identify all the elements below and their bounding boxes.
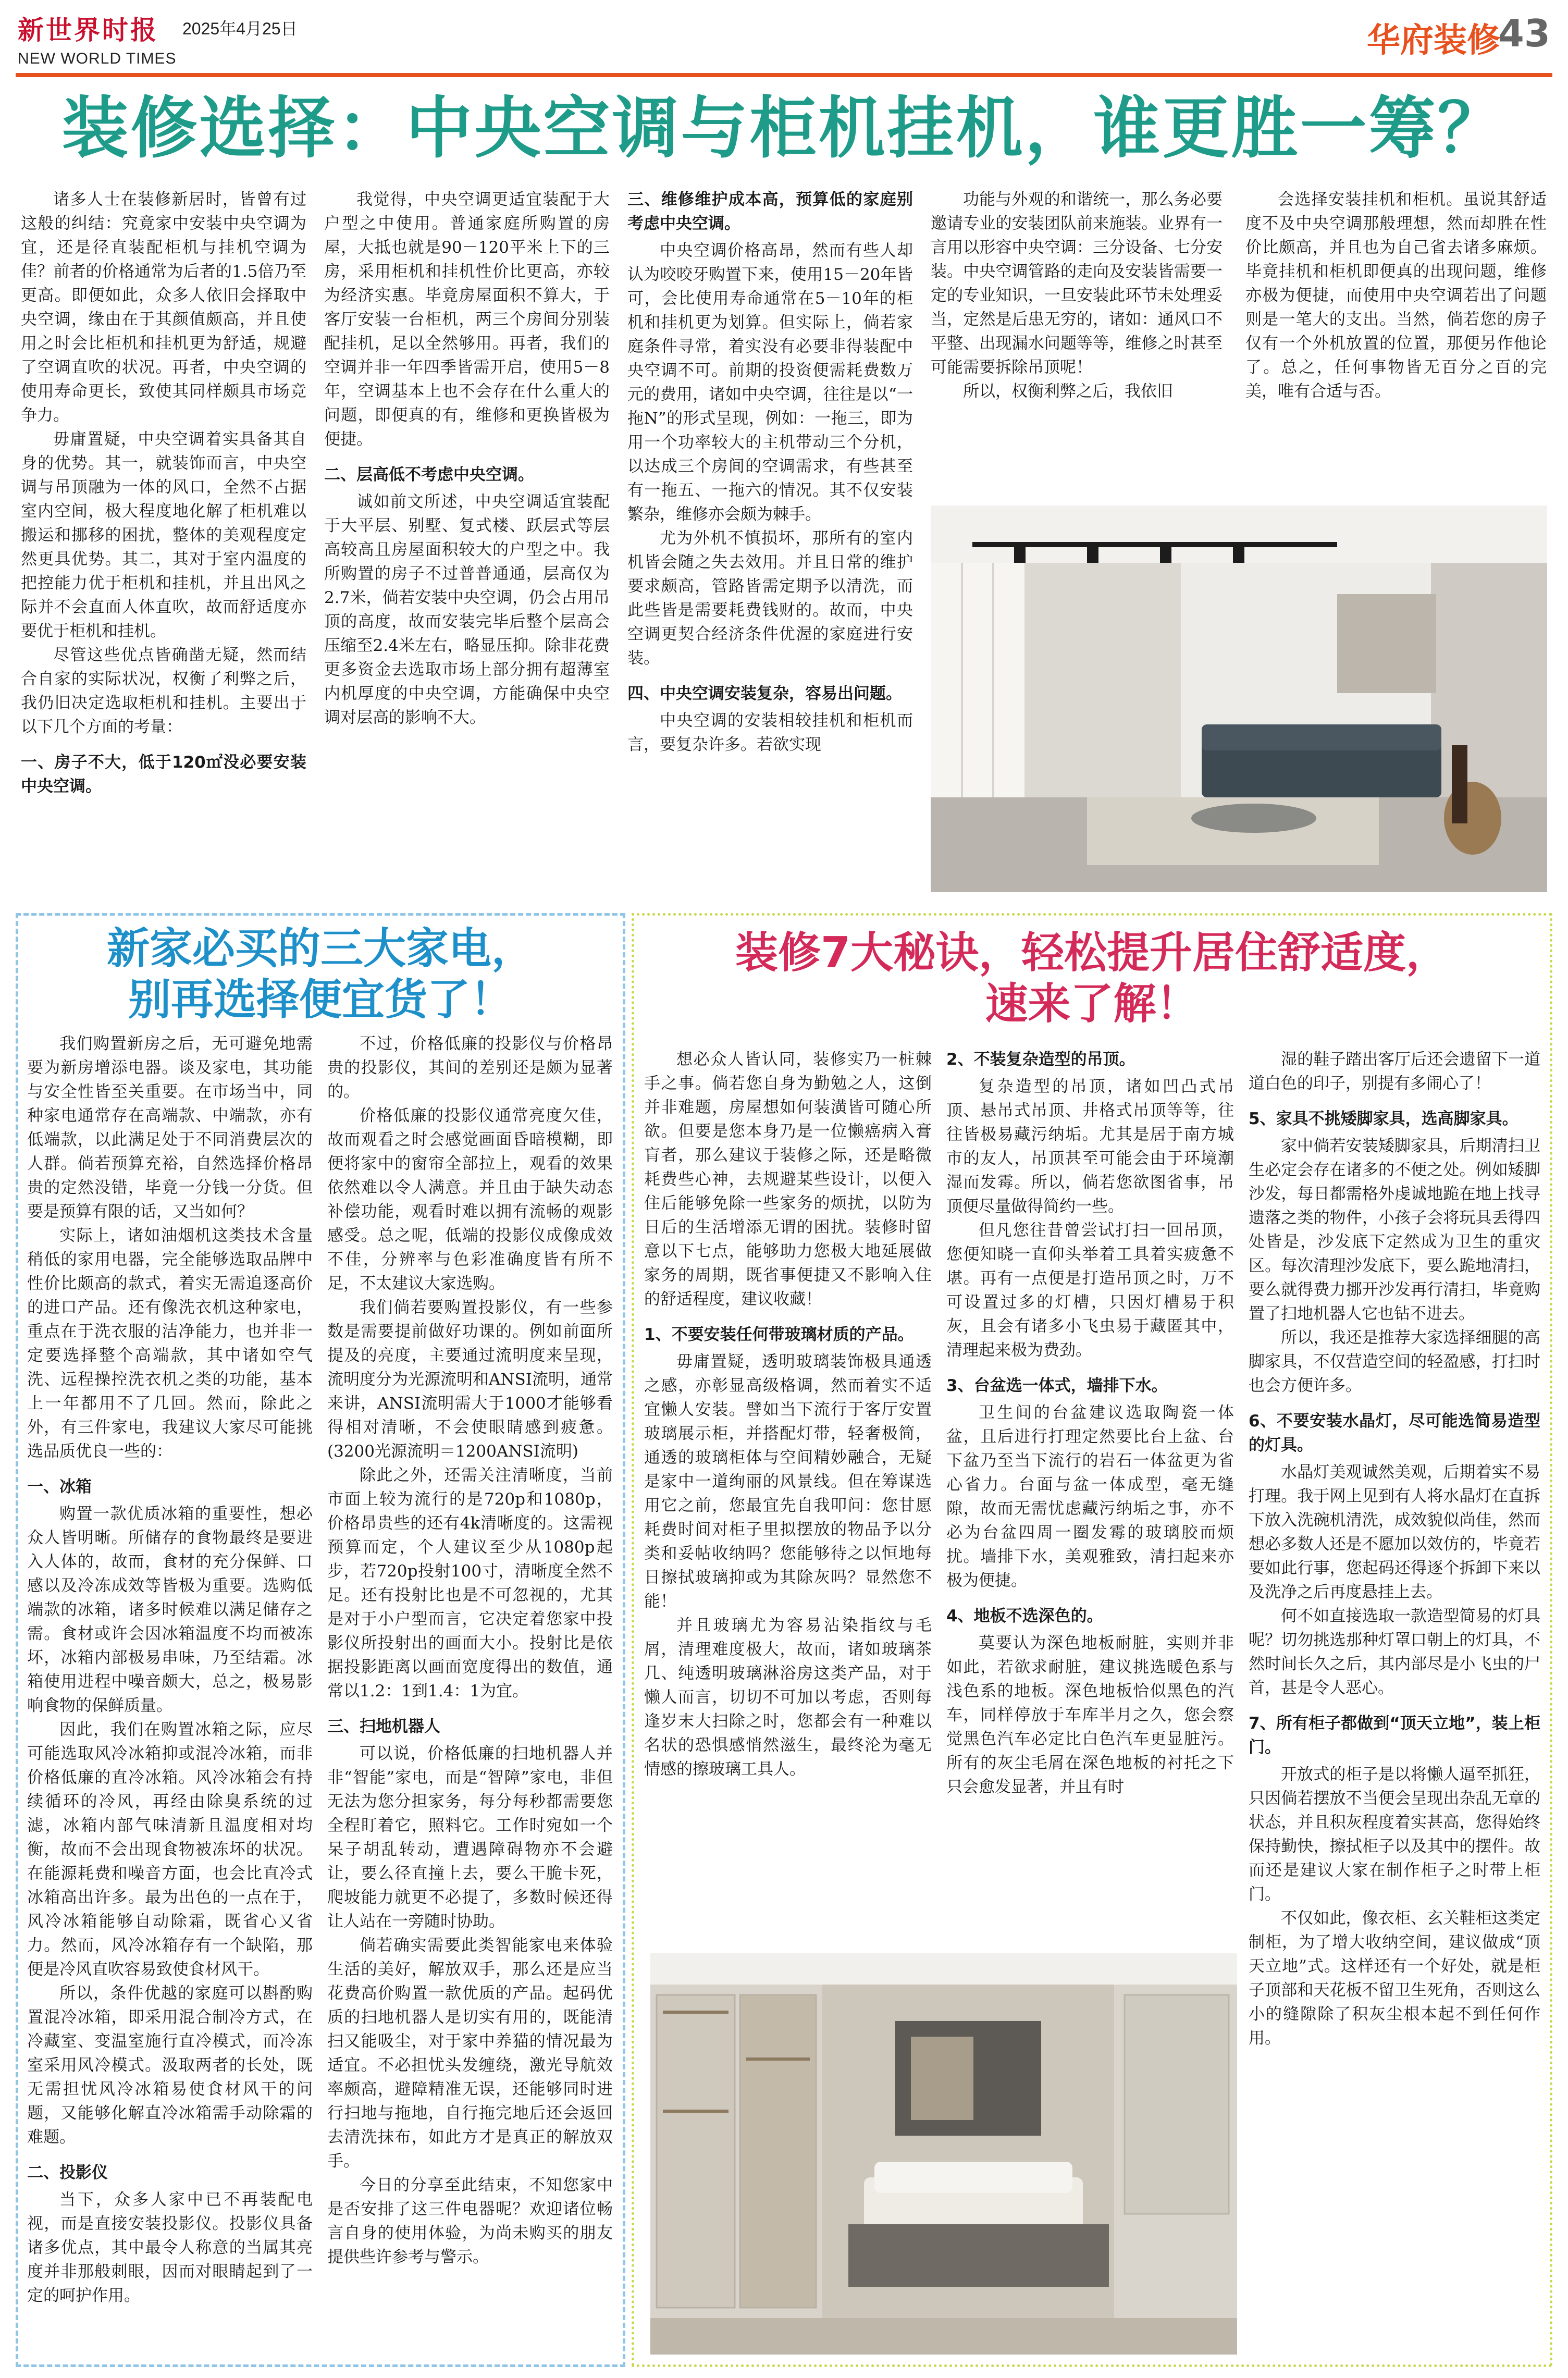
article1-column-1 bbox=[21, 188, 306, 802]
article2-headline bbox=[21, 923, 620, 1026]
article1-column-4 bbox=[931, 188, 1223, 403]
paragraph: 尤为外机不慎损坏，那所有的室内机皆会随之失去效用。并且日常的维护要求颇高，管路皆需定期予以清洗，而此些皆是需要耗费钱财的。故而，中央空调更契合经济条件优渥的家庭进行安装。 bbox=[627, 529, 913, 668]
paragraph: 价格低廉的投影仪通常亮度欠佳，故而观看之时会感觉画面昏暗模糊，即便将家中的窗帘全部拉上，观看的效果依然难以令人满意。并且由于缺失动态补偿功能，观看时难以拥有流畅的观影感受。总之呢，低端的投影仪成像成效不佳，分辨率与色彩准确度皆有所不足，不太建议大家选购。 bbox=[327, 1106, 613, 1293]
paragraph: 诸多人士在装修新居时，皆曾有过这般的纠结：究竟家中安装中央空调为宜，还是径直装配柜机与挂机空调为佳？前者的价格通常为后者的1.5倍乃至更高。即便如此，众多人依旧会择取中央空调，缘由在于其颜值颇高，并且使用之时会比柜机和挂机更为舒适，规避了空调直吹的状况。再者，中央空调的使用寿命更长，致使其同样颇具市场竞争力。 bbox=[21, 190, 306, 425]
paragraph: 因此，我们在购置冰箱之际，应尽可能选取风冷冰箱抑或混冷冰箱，而非价格低廉的直冷冰箱。风冷冰箱会有持续循环的冷风，再经由除臭系统的过滤，冰箱内部气味清新且温度相对均衡，故而不会出现食物被冻坏的状况。在能源耗费和噪音方面，也会比直冷式冰箱高出许多。最为出色的一点在于，风冷冰箱能够自动除霜，既省心又省力。然而，风冷冰箱存有一个缺陷，那便是冷风直吹容易致使食材风干。 bbox=[27, 1720, 313, 1979]
paragraph: 莫要认为深色地板耐脏，实则并非如此，若欲求耐脏，建议挑选暖色系与浅色系的地板。深色地板恰似黑色的汽车，同样停放于车库半月之久，您会察觉黑色汽车必定比白色汽车更显脏污。所有的灰尘毛屑在深色地板的衬托之下只会愈发显著，并且有时 bbox=[946, 1634, 1234, 1796]
paragraph: 不过，价格低廉的投影仪与价格昂贵的投影仪，其间的差别还是颇为显著的。 bbox=[327, 1034, 613, 1101]
article3-headline bbox=[637, 928, 1547, 1030]
paragraph: 所以，条件优越的家庭可以斟酌购置混冷冰箱，即采用混合制冷方式，在冷藏室、变温室施行直冷模式，而冷冻室采用风冷模式。汲取两者的长处，既无需担忧风冷冰箱易使食材风干的问题，又能够化解直冷冰箱需手动除霜的难题。 bbox=[27, 1984, 313, 2147]
subheading: 3、台盆选一体式，墙排下水。 bbox=[946, 1376, 1168, 1395]
paragraph: 不仅如此，像衣柜、玄关鞋柜这类定制柜，为了增大收纳空间，建议做成“顶天立地”式。这样还有一个好处，就是柜子顶部和天花板不留卫生死角，否则这么小的缝隙除了积灰尘根本起不到任何作用。 bbox=[1249, 1909, 1540, 2048]
subheading: 二、投影仪 bbox=[27, 2163, 108, 2182]
subheading: 1、不要安装任何带玻璃材质的产品。 bbox=[644, 1325, 914, 1344]
paragraph: 何不如直接选取一款造型简易的灯具呢？切勿挑选那种灯罩口朝上的灯具，不然时间长久之后，其内部尽是小飞虫的尸首，甚是令人恶心。 bbox=[1249, 1607, 1540, 1697]
paragraph: 倘若确实需要此类智能家电来体验生活的美好，解放双手，那么还是应当花费高价购置一款优质的产品。起码优质的扫地机器人是切实有用的，既能清扫又能吸尘，对于家中养猫的情况最为适宜。不必担忧头发缠绕，激光导航效率颇高，避障精准无误，还能够同时进行扫地与拖地，自行拖完地后还会返回去清洗抹布，如此方才是真正的解放双手。 bbox=[327, 1936, 613, 2171]
paragraph: 中央空调价格高昂，然而有些人却认为咬咬牙购置下来，使用15－20年皆可，会比使用寿命通常在5－10年的柜机和挂机更为划算。但实际上，倘若家庭条件寻常，着实没有必要非得装配中央空调不可。前期的投资便需耗费数万元的费用，诸如中央空调，往往是以“一拖N”的形式呈现，例如：一拖三，即为用一个功率较大的主机带动三个分机，以达成三个房间的空调需求，有些甚至有一拖五、一拖六的情况。其不仅安装繁杂，维修亦会颇为棘手。 bbox=[627, 241, 913, 524]
paragraph: 可以说，价格低廉的扫地机器人并非“智能”家电，而是“智障”家电，非但无法为您分担家务，每分每秒都需要您全程盯着它，照料它。工作时宛如一个呆子胡乱转动，遭遇障碍物亦不会避让，要么径直撞上去，要么干脆卡死，爬坡能力就更不必提了，多数时候还得让人站在一旁随时协助。 bbox=[327, 1744, 613, 1931]
subheading: 三、维修维护成本高，预算低的家庭别考虑中央空调。 bbox=[627, 190, 913, 233]
paragraph: 毋庸置疑，中央空调着实具备其自身的优势。其一，就装饰而言，中央空调与吊顶融为一体的风口，全然不占据室内空间，极大程度地化解了柜机难以搬运和挪移的困扰，整体的美观程度定然更具优势。其二，其对于室内温度的把控能力优于柜机和挂机，并且出风之际并不会直面人体直吹，故而舒适度亦要优于柜机和挂机。 bbox=[21, 430, 306, 640]
section-name: 华府装修 bbox=[1367, 21, 1500, 60]
paragraph: 尽管这些优点皆确凿无疑，然而结合自家的实际状况，权衡了利弊之后，我仍旧决定选取柜机和挂机。主要出于以下几个方面的考量： bbox=[21, 646, 306, 736]
paragraph: 所以，权衡利弊之后，我依旧 bbox=[963, 382, 1173, 401]
paragraph: 所以，我还是推荐大家选择细腿的高脚家具，不仅营造空间的轻盈感，打扫时也会方便许多。 bbox=[1249, 1328, 1540, 1395]
subheading: 二、层高低不考虑中央空调。 bbox=[324, 465, 534, 484]
living-room-photo bbox=[931, 506, 1547, 892]
paragraph: 我们倘若要购置投影仪，有一些参数是需要提前做好功课的。例如前面所提及的亮度，主要通过流明度来呈现，流明度分为光源流明和ANSI流明，通常来讲，ANSI流明需大于1000才能够看得相对清晰，不会使眼睛感到疲惫。(3200光源流明＝1200ANSI流明) bbox=[327, 1298, 613, 1461]
article1-headline: 装修选择：中央空调与柜机挂机，谁更胜一筹？ bbox=[61, 90, 1507, 167]
paragraph: 实际上，诸如油烟机这类技术含量稍低的家用电器，完全能够选取品牌中性价比颇高的款式，着实无需追逐高价的进口产品。还有像洗衣机这种家电，重点在于洗衣服的洁净能力，也并非一定要选择整个高端款，其中诸如空气洗、远程操控洗衣机之类的功能，基本上一年都用不了几回。然而，除此之外，有三件家电，我建议大家尽可能挑选品质优良一些的： bbox=[27, 1226, 313, 1461]
paragraph: 水晶灯美观诚然美观，后期着实不易打理。我于网上见到有人将水晶灯在直拆下放入洗碗机清洗，成效貌似尚佳，然而想必多数人还是不愿加以效仿的，毕竟若要如此行事，您起码还得逐个拆卸下来以及洗净之后再度悬挂上去。 bbox=[1249, 1463, 1540, 1601]
subheading: 一、房子不大，低于120㎡没必要安装中央空调。 bbox=[21, 753, 306, 796]
article1-column-2 bbox=[324, 188, 610, 730]
article3-headline-line1: 装修7大秘诀，轻松提升居住舒适度， bbox=[735, 928, 1449, 978]
subheading: 一、冰箱 bbox=[27, 1477, 92, 1496]
paragraph: 今日的分享至此结束，不知您家中是否安排了这三件电器呢？欢迎诸位畅言自身的使用体验，为尚未购买的朋友提供些许参考与警示。 bbox=[327, 2176, 613, 2266]
paragraph: 卫生间的台盆建议选取陶瓷一体盆，且后进行打理定然要比台上盆、台下盆乃至当下流行的岩石一体盆更为省心省力。台面与盆一体成型，毫无缝隙，故而无需忧虑藏污纳垢之事，亦不必为台盆四周一圈发霉的玻璃胶而烦扰。墙排下水，美观雅致，清扫起来亦极为便捷。 bbox=[946, 1403, 1234, 1590]
paragraph: 除此之外，还需关注清晰度，当前市面上较为流行的是720p和1080p，价格昂贵些的还有4k清晰度的。这需视预算而定，个人建议至少从1080p起步，若720p投射100寸，清晰度全然不足。还有投射比也是不可忽视的，尤其是对于小户型而言，它决定着您家中投影仪所投射出的画面大小。投射比是依据投影距离以画面宽度得出的数值，通常以1.2：1到1.4：1为宜。 bbox=[327, 1466, 613, 1701]
paragraph: 湿的鞋子踏出客厅后还会遗留下一道道白色的印子，别提有多闹心了！ bbox=[1249, 1050, 1540, 1093]
bedroom-photo bbox=[650, 1953, 1237, 2355]
article3-column-2 bbox=[946, 1048, 1234, 1799]
paragraph: 想必众人皆认同，装修实乃一桩棘手之事。倘若您自身为勤勉之人，这倒并非难题，房屋想如何装潢皆可随心所欲。但要是您本身乃是一位懒癌病入膏肓者，那么建议于装修之际，还是略微耗费些心神，去规避某些设计，以便入住后能够免除一些家务的烦扰，以防为日后的生活增添无谓的困扰。装修时留意以下七点，能够助力您极大地延展做家务的周期，既省事便捷又不影响入住的舒适程度，建议收藏！ bbox=[644, 1050, 932, 1309]
subheading: 四、中央空调安装复杂，容易出问题。 bbox=[627, 684, 902, 703]
newspaper-english-name: NEW WORLD TIMES bbox=[18, 50, 177, 67]
subheading: 6、不要安装水晶灯，尽可能选简易造型的灯具。 bbox=[1249, 1412, 1540, 1455]
subheading: 4、地板不选深色的。 bbox=[946, 1607, 1103, 1625]
article1-column-3 bbox=[627, 188, 913, 757]
header-rule bbox=[16, 73, 1552, 77]
paragraph: 我们购置新房之后，无可避免地需要为新房增添电器。谈及家电，其功能与安全性皆至关重要。在市场当中，同种家电通常存在高端款、中端款，亦有低端款，以此满足处于不同消费层次的人群。倘若预算充裕，自然选择价格昂贵的定然没错，毕竟一分钱一分货。但要是预算有限的话，又当如何？ bbox=[27, 1034, 313, 1221]
paragraph: 但凡您往昔曾尝试打扫一回吊顶，您便知晓一直仰头举着工具着实疲惫不堪。再有一点便是打造吊顶之时，万不可设置过多的灯槽，只因灯槽易于积灰，且会有诸多小飞虫易于藏匿其中，清理起来极为费劲。 bbox=[946, 1221, 1234, 1360]
bedroom-illustration bbox=[650, 1953, 1237, 2355]
article2-headline-line2: 别再选择便宜货了！ bbox=[128, 975, 513, 1025]
paragraph: 我觉得，中央空调更适宜装配于大户型之中使用。普通家庭所购置的房屋，大抵也就是90－120平米上下的三房，采用柜机和挂机性价比更高，亦较为经济实惠。毕竟房屋面积不算大，于客厅安装一台柜机，两三个房间分别装配挂机，足以全然够用。再者，我们的空调并非一年四季皆需开启，使用5－8年，空调基本上也不会存在什么重大的问题，即便真的有，维修和更换皆极为便捷。 bbox=[324, 190, 610, 449]
paragraph: 会选择安装挂机和柜机。虽说其舒适度不及中央空调那般理想，然而却胜在性价比颇高，并且也为自己省去诸多麻烦。毕竟挂机和柜机即便真的出现问题，维修亦极为便捷，而使用中央空调若出了问题则是一笔大的支出。当然，倘若您的房子仅有一个外机放置的位置，那便另作他论了。总之，任何事物皆无百分之百的完美，唯有合适与否。 bbox=[1245, 190, 1547, 401]
paragraph: 开放式的柜子是以将懒人逼至抓狂，只因倘若摆放不当便会呈现出杂乱无章的状态，并且积灰程度着实甚高，您得始终保持勤快，擦拭柜子以及其中的摆件。故而还是建议大家在制作柜子之时带上柜门。 bbox=[1249, 1765, 1540, 1904]
issue-date: 2025年4月25日 bbox=[182, 19, 298, 38]
article1-column-5 bbox=[1245, 188, 1547, 403]
living-room-illustration bbox=[931, 506, 1547, 892]
article2-headline-line1: 新家必买的三大家电， bbox=[106, 924, 534, 974]
subheading: 7、所有柜子都做到“顶天立地”，装上柜门。 bbox=[1249, 1714, 1540, 1757]
subheading: 5、家具不挑矮脚家具，选高脚家具。 bbox=[1249, 1110, 1518, 1128]
paragraph: 功能与外观的和谐统一，那么务必要邀请专业的安装团队前来施装。业界有一言用以形容中央空调：三分设备、七分安装。中央空调管路的走向及安装皆需要一定的专业知识，一旦安装此环节未处理妥当，定然是后患无穷的，诸如：通风口不平整、出现漏水问题等等，维修之时甚至可能需要拆除吊顶呢！ bbox=[931, 190, 1223, 377]
article3-column-1 bbox=[644, 1048, 932, 1781]
page-number: 43 bbox=[1498, 11, 1550, 55]
subheading: 三、扫地机器人 bbox=[327, 1717, 440, 1736]
paragraph: 家中倘若安装矮脚家具，后期清扫卫生必定会存在诸多的不便之处。例如矮脚沙发，每日都需格外虔诚地跪在地上找寻遗落之类的物件，小孩子会将玩具丢得四处皆是，沙发底下定然成为卫生的重灾区。每次清理沙发底下，要么跪地清扫，要么就得费力挪开沙发再行清扫，毕竟购置了扫地机器人它也钻不进去。 bbox=[1249, 1137, 1540, 1323]
subheading: 2、不装复杂造型的吊顶。 bbox=[946, 1050, 1135, 1069]
paragraph: 诚如前文所述，中央空调适宜装配于大平层、别墅、复式楼、跃层式等层高较高且房屋面积较大的户型之中。我所购置的房子不过普普通通，层高仅为2.7米，倘若安装中央空调，仍会占用吊顶的高度，故而安装完毕后整个层高会压缩至2.4米左右，略显压抑。除非花费更多资金去选取市场上部分拥有超薄室内机厚度的中央空调，方能确保中央空调对层高的影响不大。 bbox=[324, 492, 610, 727]
paragraph: 毋庸置疑，透明玻璃装饰极具通透之感，亦彰显高级格调，然而着实不适宜懒人安装。譬如当下流行于客厅安置玻璃展示柜，并搭配灯带，轻奢极简，通透的玻璃柜体与空间精妙融合，无疑是家中一道绚丽的风景线。但在筹谋选用它之前，您最宜先自我叩问：您甘愿耗费时间对柜子里拟摆放的物品予以分类和妥帖收纳吗？您能够待之以恒地每日擦拭玻璃抑或为其除灰吗？显然您不能！ bbox=[644, 1352, 932, 1611]
paragraph: 购置一款优质冰箱的重要性，想必众人皆明晰。所储存的食物最终是要进入人体的，故而，食材的充分保鲜、口感以及冷冻成效等皆极为重要。选购低端款的冰箱，诸多时候难以满足储存之需。食材或许会因冰箱温度不均而被冻坏，冰箱内部极易串味，乃至结霜。冰箱使用进程中噪音颇大，总之，极易影响食物的保鲜质量。 bbox=[27, 1505, 313, 1715]
paragraph: 当下，众多人家中已不再装配电视，而是直接安装投影仪。投影仪具备诸多优点，其中最令人称意的当属其亮度并非那般刺眼，因而对眼睛起到了一定的呵护作用。 bbox=[27, 2190, 313, 2305]
article3-headline-line2: 速来了解！ bbox=[985, 979, 1199, 1029]
article2-column-2 bbox=[327, 1032, 613, 2269]
paragraph: 并且玻璃尤为容易沾染指纹与毛屑，清理难度极大，故而，诸如玻璃茶几、纯透明玻璃淋浴房这类产品，对于懒人而言，切切不可加以考虑，否则每逢岁末大扫除之时，您都会有一种难以名状的恐惧感悄然滋生，最终沦为毫无情感的擦玻璃工具人。 bbox=[644, 1616, 932, 1779]
article3-column-3 bbox=[1249, 1048, 1540, 2050]
article2-column-1 bbox=[27, 1032, 313, 2308]
newspaper-name: 新世界时报 bbox=[18, 15, 158, 45]
paragraph: 复杂造型的吊顶，诸如凹凸式吊顶、悬吊式吊顶、井格式吊顶等等，往往皆极易藏污纳垢。尤其是居于南方城市的友人，吊顶甚至可能会由于环境潮湿而发霉。所以，倘若您欲图省事，吊顶便尽量做得简约一些。 bbox=[946, 1077, 1234, 1216]
paragraph: 中央空调的安装相较挂机和柜机而言，要复杂许多。若欲实现 bbox=[627, 711, 913, 754]
